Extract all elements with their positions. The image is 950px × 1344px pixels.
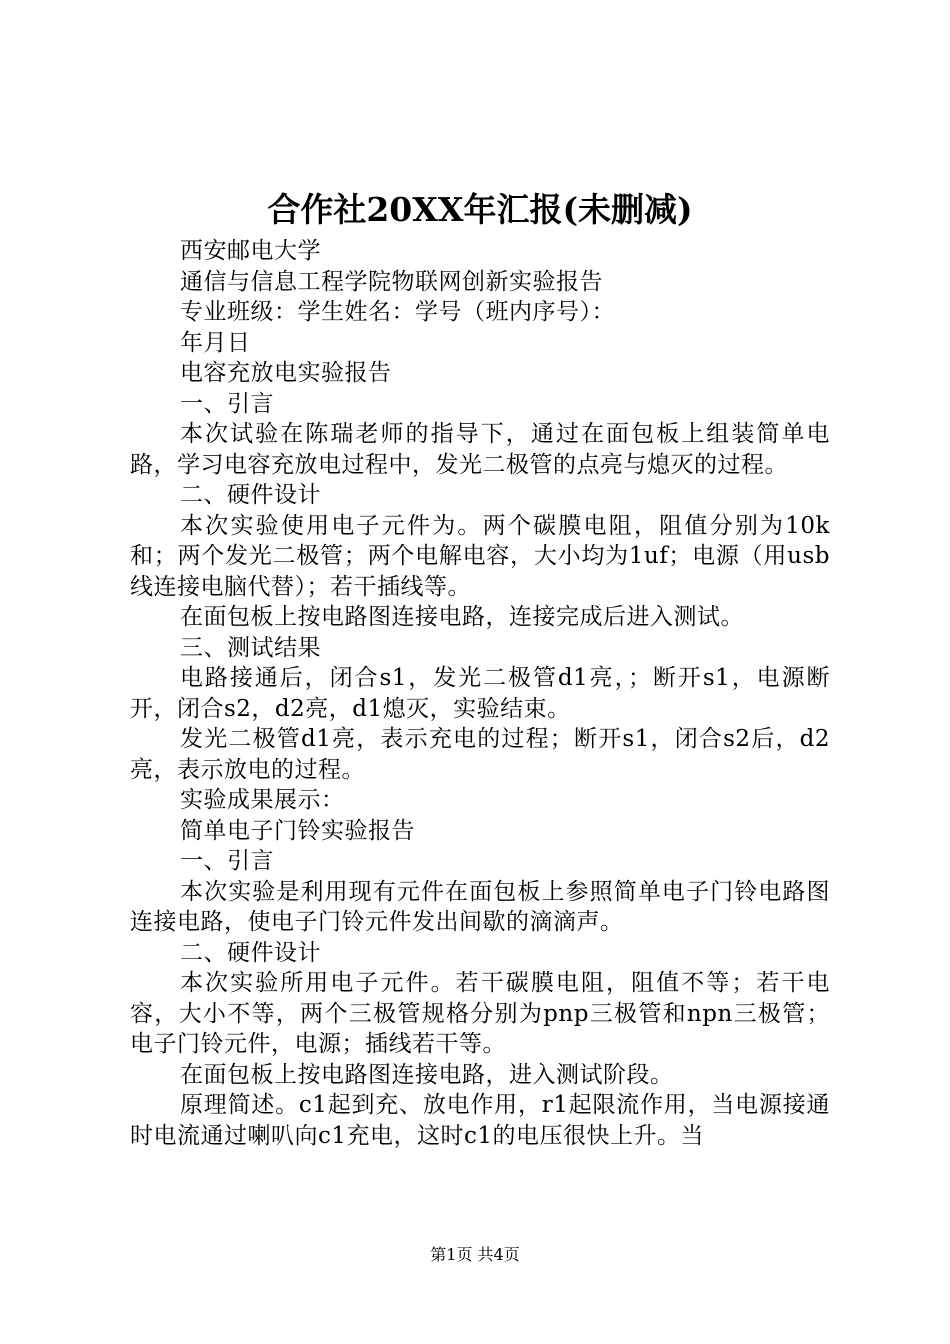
section-heading: 电容充放电实验报告 bbox=[180, 360, 392, 386]
paragraph: 本次实验是利用现有元件在面包板上参照简单电子门铃电路图连接电路，使电子门铃元件发出间歇的滴滴声。 bbox=[130, 878, 830, 935]
paragraph: 本次试验在陈瑞老师的指导下，通过在面包板上组装简单电路，学习电容充放电过程中，发光二极管的点亮与熄灭的过程。 bbox=[130, 421, 830, 478]
section-heading: 一、引言 bbox=[180, 390, 274, 417]
section-heading: 简单电子门铃实验报告 bbox=[180, 817, 415, 844]
paragraph: 年月日 bbox=[180, 329, 251, 356]
paragraph: 在面包板上按电路图连接电路，进入测试阶段。 bbox=[180, 1061, 674, 1088]
paragraph: 专业班级：学生姓名：学号（班内序号）： bbox=[180, 299, 615, 325]
section-heading: 二、硬件设计 bbox=[180, 482, 321, 508]
paragraph: 电路接通后，闭合s1，发光二极管d1亮，；断开s1，电源断开，闭合s2，d2亮，d1熄灭，实验结束。 bbox=[130, 665, 830, 722]
paragraph: 通信与信息工程学院物联网创新实验报告 bbox=[180, 268, 603, 295]
paragraph: 在面包板上按电路图连接电路，连接完成后进入测试。 bbox=[180, 604, 744, 630]
section-heading: 二、硬件设计 bbox=[180, 939, 321, 966]
document-body bbox=[130, 236, 830, 1151]
section-heading: 三、测试结果 bbox=[180, 634, 321, 661]
document-page bbox=[130, 190, 830, 1151]
paragraph: 本次实验所用电子元件。若干碳膜电阻，阻值不等；若干电容，大小不等，两个三极管规格分别为pnp三极管和npn三极管；电子门铃元件，电源；插线若干等。 bbox=[130, 970, 830, 1057]
paragraph: 发光二极管d1亮，表示充电的过程；断开s1，闭合s2后，d2亮，表示放电的过程。 bbox=[130, 726, 830, 783]
paragraph: 本次实验使用电子元件为。两个碳膜电阻，阻值分别为10k和；两个发光二极管；两个电解电容，大小均为1uf；电源（用usb线连接电脑代替）；若干插线等。 bbox=[130, 512, 830, 600]
section-heading: 一、引言 bbox=[180, 848, 274, 874]
paragraph: 西安邮电大学 bbox=[180, 238, 321, 264]
page-footer: 第1页 共4页 bbox=[430, 1245, 520, 1264]
paragraph: 实验成果展示： bbox=[180, 787, 345, 813]
paragraph: 原理简述。c1起到充、放电作用，r1起限流作用，当电源接通时电流通过喇叭向c1充电，这时c1的电压很快上升。当 bbox=[130, 1092, 830, 1149]
document-title: 合作社20XX年汇报(未删减) bbox=[267, 190, 693, 229]
